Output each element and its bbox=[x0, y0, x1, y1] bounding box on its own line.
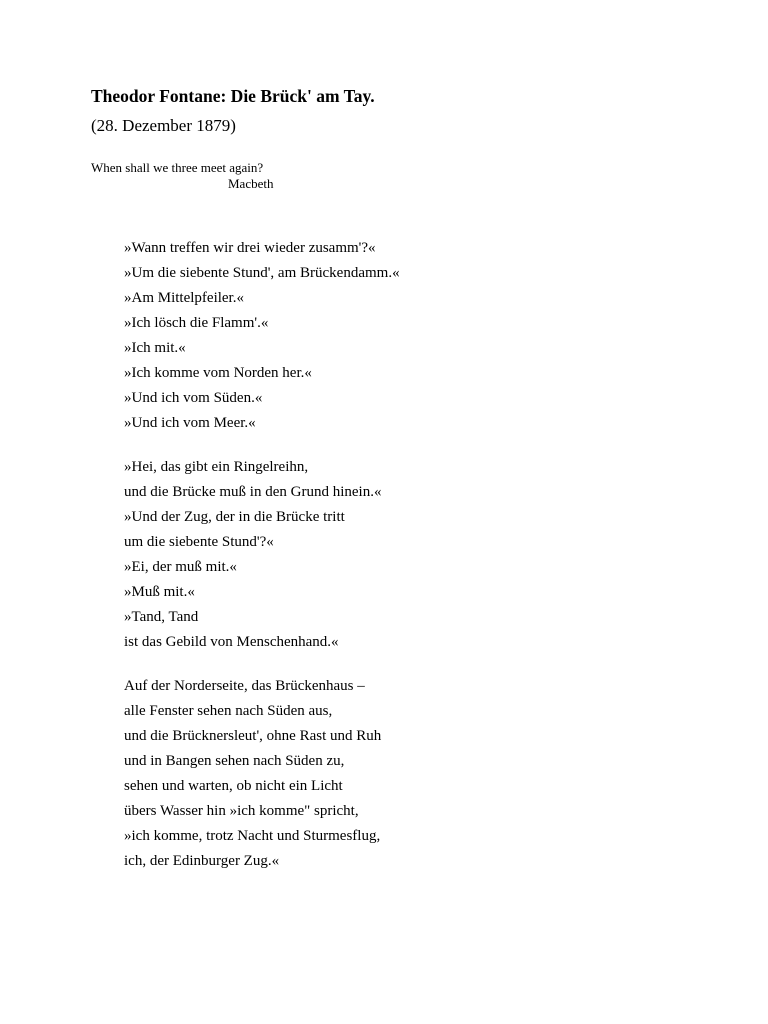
poem-line: und die Brücke muß in den Grund hinein.« bbox=[124, 484, 382, 500]
poem-line: und in Bangen sehen nach Süden zu, bbox=[124, 753, 345, 769]
poem-line: übers Wasser hin »ich komme" spricht, bbox=[124, 803, 359, 819]
poem-line: ist das Gebild von Menschenhand.« bbox=[124, 634, 339, 650]
poem-line: »Ei, der muß mit.« bbox=[124, 559, 237, 575]
poem-line: alle Fenster sehen nach Süden aus, bbox=[124, 703, 333, 719]
poem-line: »Um die siebente Stund', am Brückendamm.« bbox=[124, 265, 400, 281]
poem-line: um die siebente Stund'?« bbox=[124, 534, 274, 550]
poem-line: »Tand, Tand bbox=[124, 609, 199, 625]
poem-line: »ich komme, trotz Nacht und Sturmesflug, bbox=[124, 828, 381, 844]
stanza-3 bbox=[124, 674, 381, 874]
poem-line: »Hei, das gibt ein Ringelreihn, bbox=[124, 459, 309, 475]
poem-line: »Ich lösch die Flamm'.« bbox=[124, 315, 269, 331]
poem-line: »Und ich vom Süden.« bbox=[124, 390, 263, 406]
stanza-1 bbox=[124, 236, 400, 436]
poem-line: ich, der Edinburger Zug.« bbox=[124, 853, 280, 869]
poem-line: sehen und warten, ob nicht ein Licht bbox=[124, 778, 343, 794]
poem-title: Theodor Fontane: Die Brück' am Tay. bbox=[91, 86, 375, 106]
poem-line: Auf der Norderseite, das Brückenhaus – bbox=[124, 678, 365, 694]
poem-line: »Und der Zug, der in die Brücke tritt bbox=[124, 509, 345, 525]
poem-line: »Muß mit.« bbox=[124, 584, 195, 600]
poem-line: und die Brücknersleut', ohne Rast und Ruh bbox=[124, 728, 382, 744]
stanza-2 bbox=[124, 455, 381, 655]
poem-date: (28. Dezember 1879) bbox=[91, 116, 236, 135]
poem-line: »Ich mit.« bbox=[124, 340, 186, 356]
epigraph-source: Macbeth bbox=[228, 176, 274, 191]
epigraph-quote: When shall we three meet again? bbox=[91, 160, 264, 175]
poem-line: »Wann treffen wir drei wieder zusamm'?« bbox=[124, 240, 376, 256]
poem-line: »Am Mittelpfeiler.« bbox=[124, 290, 244, 306]
poem-line: »Und ich vom Meer.« bbox=[124, 415, 256, 431]
poem-line: »Ich komme vom Norden her.« bbox=[124, 365, 312, 381]
